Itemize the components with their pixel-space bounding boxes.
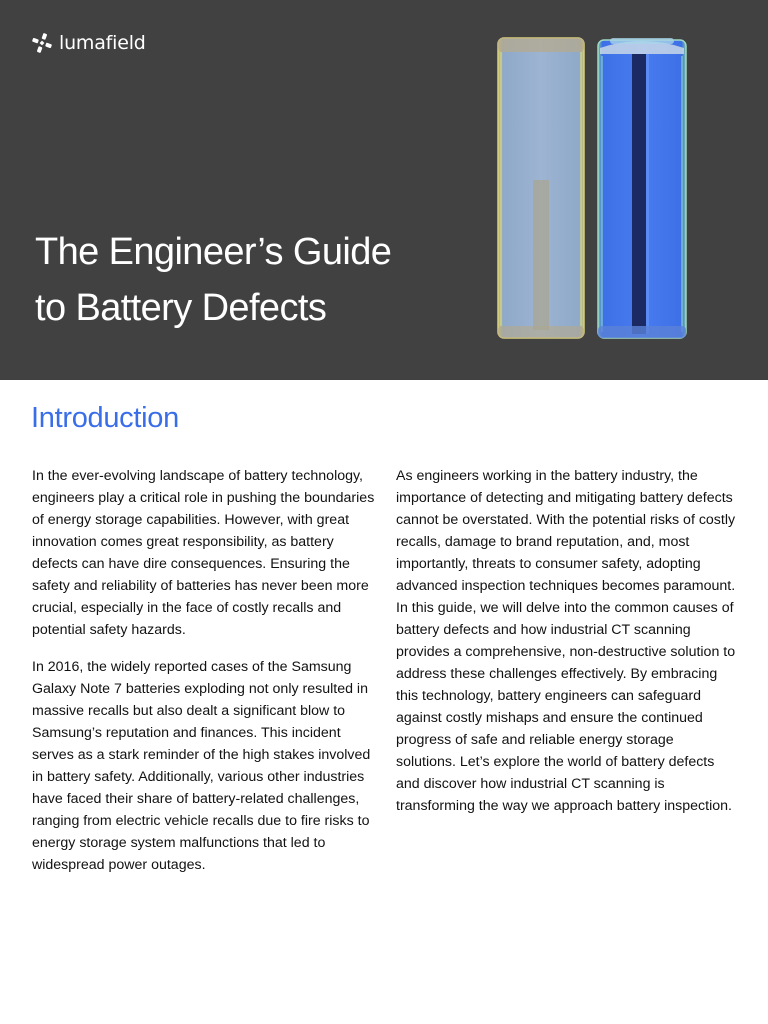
page-title (35, 224, 475, 336)
text-column-right (396, 465, 736, 832)
brand-logo (31, 31, 146, 55)
paragraph: As engineers working in the battery industry, the importance of detecting and mitigating battery defects cannot be overstated. With the potential risks of costly recalls, damage to brand reputation, and, most importantly, threats to consumer safety, adopting advanced inspection techniques becomes paramount. In this guide, we will delve into the common causes of battery defects and how industrial CT scanning provides a comprehensive, non-destructive solution to address these challenges effectively. By embracing this technology, battery engineers can safeguard against costly mishaps and ensure the continued progress of safe and reliable energy storage solutions. Let’s explore the world of battery defects and discover how industrial CT scanning is transforming the way we approach battery inspection. (396, 468, 736, 814)
battery-ct-scan-image (492, 32, 692, 344)
title-line-1: The Engineer’s Guide (35, 231, 392, 273)
title-line-2: to Battery Defects (35, 287, 327, 329)
text-column-left (32, 465, 377, 891)
battery-cell-left (498, 38, 584, 338)
pinwheel-logo-icon (31, 32, 53, 54)
battery-cell-right (598, 38, 686, 338)
brand-name: lumafield (59, 32, 146, 54)
paragraph: In the ever-evolving landscape of battery technology, engineers play a critical role in pushing the boundaries of energy storage capabilities. However, with great innovation comes great responsibility, as battery defects can have dire consequences. Ensuring the safety and reliability of batteries has never been more crucial, especially in the face of costly recalls and potential safety hazards. (32, 468, 375, 638)
hero-banner (0, 0, 768, 380)
section-heading-introduction: Introduction (31, 402, 179, 434)
paragraph: In 2016, the widely reported cases of the Samsung Galaxy Note 7 batteries exploding not only resulted in massive recalls but also dealt a significant blow to Samsung’s reputation and finances. This incident serves as a stark reminder of the high stakes involved in battery safety. Additionally, various other industries have faced their share of battery-related challenges, ranging from electric vehicle recalls due to fire risks to energy storage system malfunctions that led to widespread power outages. (32, 659, 371, 873)
